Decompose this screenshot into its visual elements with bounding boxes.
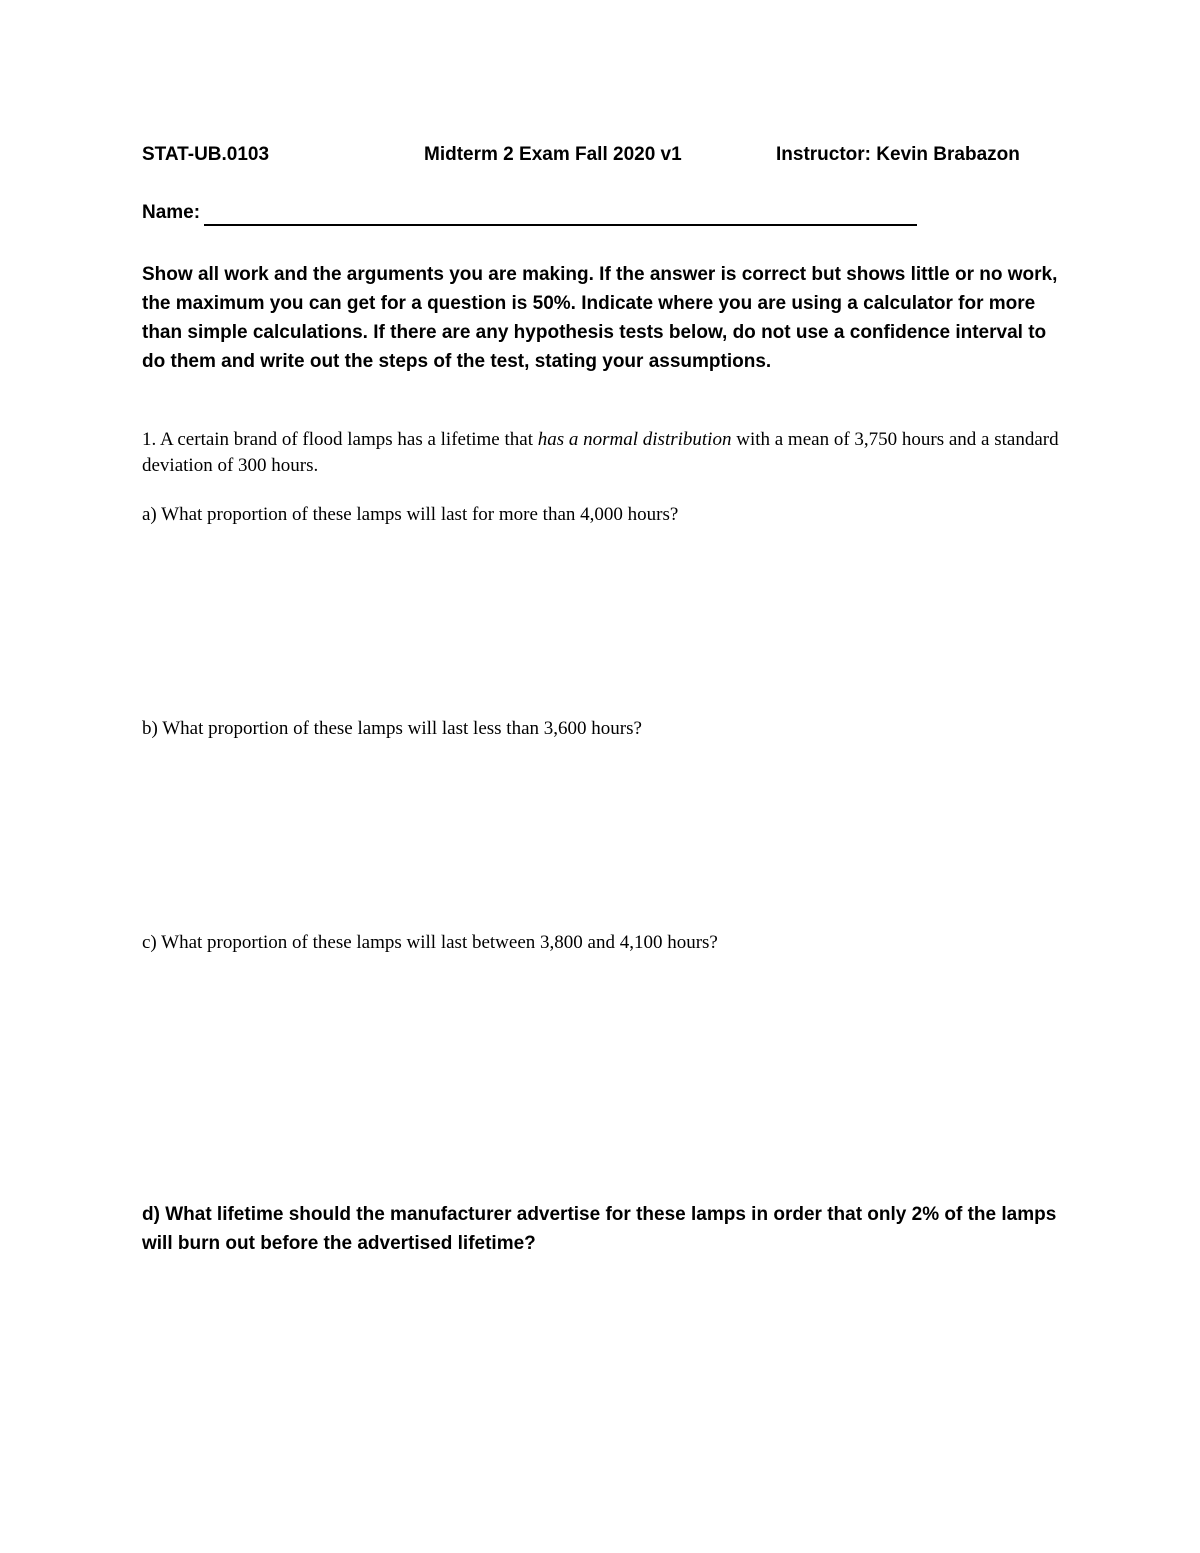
page-header [142, 144, 1042, 170]
question-1d: d) What lifetime should the manufacturer advertise for these lamps in order that only 2% of the lamps will burn out before the advertised lifetime? [142, 1204, 1057, 1254]
name-underline[interactable] [204, 224, 917, 226]
question-1-intro-emphasis: has a normal distribution [537, 429, 732, 450]
question-1c: c) What proportion of these lamps will last between 3,800 and 4,100 hours? [142, 932, 718, 953]
question-1-intro-start: 1. A certain brand of flood lamps has a lifetime that [142, 429, 538, 450]
course-code: STAT-UB.0103 [142, 144, 270, 165]
name-label: Name: [142, 202, 201, 223]
instructions-paragraph: Show all work and the arguments you are making. If the answer is correct but shows little or no work, the maximum you can get for a question is 50%. Indicate where you are using a calculator for more than simple calculations. If there are any hypothesis tests below, do not use a confidence interval to do them and write out the steps of the test, stating your assumptions. [142, 264, 1058, 372]
instructor-name: Instructor: Kevin Brabazon [776, 144, 1020, 165]
exam-title: Midterm 2 Exam Fall 2020 v1 [424, 144, 682, 165]
name-field[interactable] [142, 202, 922, 230]
question-1a: a) What proportion of these lamps will last for more than 4,000 hours? [142, 504, 679, 525]
question-1b: b) What proportion of these lamps will last less than 3,600 hours? [142, 718, 642, 739]
question-1-intro-end: with a mean of 3,750 hours and a standard deviation of 300 hours. [142, 429, 1059, 476]
question-1-intro [142, 427, 1060, 479]
